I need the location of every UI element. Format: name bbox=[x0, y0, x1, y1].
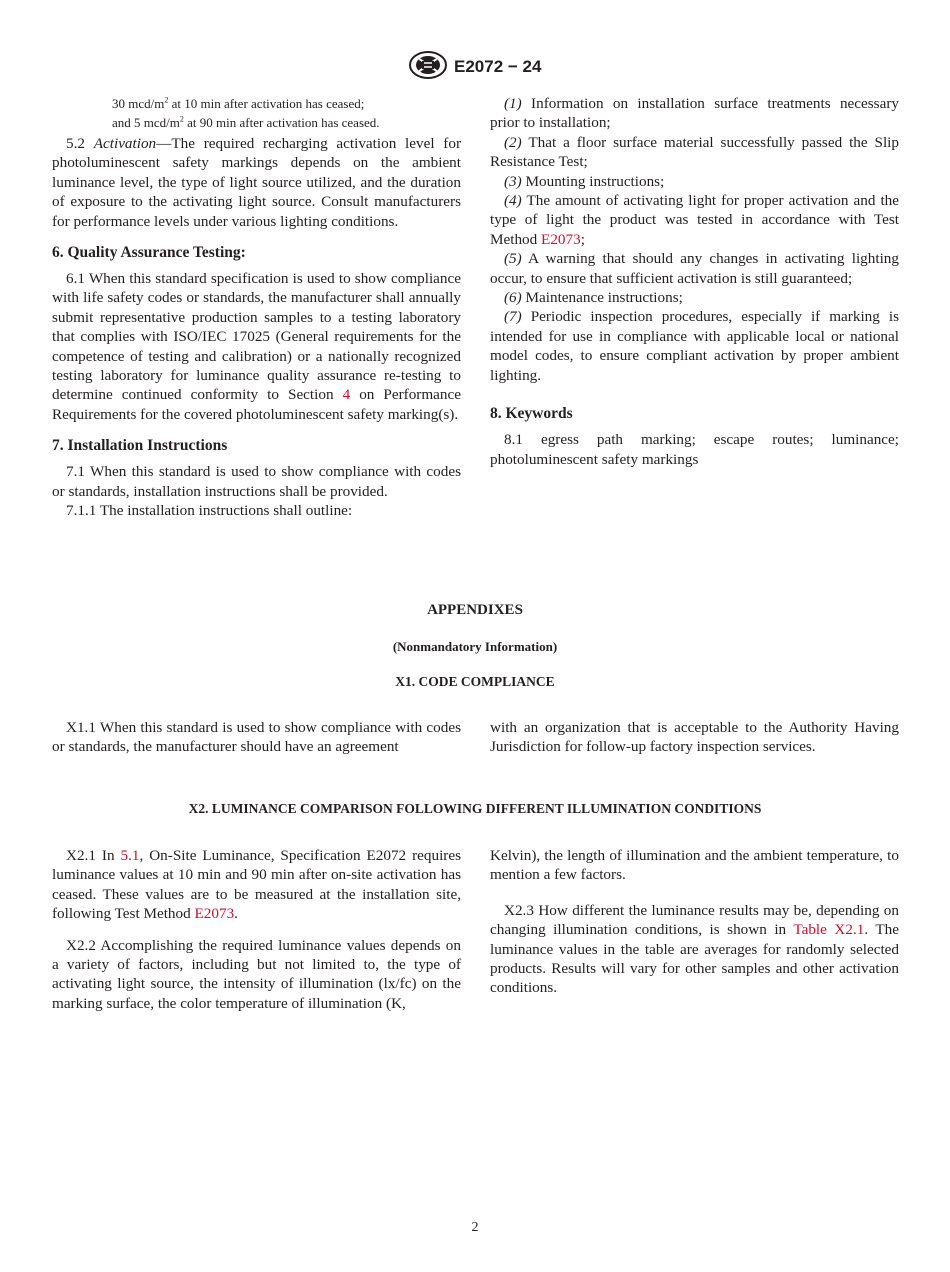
section-7-1: 7.1 When this standard is used to show compliance with codes or standards, installation instructions shall be provided. bbox=[52, 463, 461, 500]
right-column bbox=[490, 94, 899, 469]
x2-1: X2.1 In 5.1, On-Site Luminance, Specification E2072 requires luminance values at 10 min and 90 min after on-site activation has ceased. These values are to be measured at the installation site, following Test Method E2073. bbox=[52, 847, 461, 923]
section-5-1-link[interactable]: 5.1 bbox=[120, 847, 140, 864]
section-6-1: 6.1 When this standard specification is used to show compliance with life safety codes or standards, the manufacturer shall annually submit representative production samples to a testing laboratory that complies with ISO/IEC 17025 (General requirements for the competence of testing and calibration) or a nationally recognized testing laboratory for luminance quality assurance re-testing to determine continued conformity to Section 4 on Performance Requirements for the covered photoluminescent safety marking(s). bbox=[52, 270, 461, 423]
x2-right-column bbox=[490, 846, 899, 998]
list-item-7: (7) Periodic inspection procedures, especially if marking is intended for use in compliance with applicable local or national model codes, to ensure compliant activation by proper ambient lighting. bbox=[490, 308, 899, 384]
list-item-3: (3) Mounting instructions; bbox=[504, 172, 665, 190]
heading-8: 8. Keywords bbox=[490, 405, 573, 423]
x2-heading: X2. LUMINANCE COMPARISON FOLLOWING DIFFERENT ILLUMINATION CONDITIONS bbox=[188, 801, 762, 816]
e2073-link[interactable]: E2073 bbox=[541, 230, 581, 248]
heading-6: 6. Quality Assurance Testing: bbox=[52, 244, 246, 262]
requirement-10min: 30 mcd/$m^2$ at 10 min after activation has ceased; bbox=[112, 95, 365, 111]
list-item-1: (1) Information on installation surface treatments necessary prior to installation; bbox=[490, 95, 899, 132]
e2073-link-2[interactable]: E2073 bbox=[194, 905, 235, 923]
list-item-6: (6) Maintenance instructions; bbox=[504, 289, 683, 307]
astm-logo-icon bbox=[408, 50, 448, 80]
list-item-4: (4) The amount of activating light for proper activation and the type of light the product was tested in accordance with Test Method E2073; bbox=[490, 192, 899, 248]
document-id: E2072 − 24 bbox=[454, 57, 542, 76]
list-item-2: (2) That a floor surface material successfully passed the Slip Resistance Test; bbox=[490, 133, 899, 171]
x2-2-cont: Kelvin), the length of illumination and the ambient temperature, to mention a few factors. bbox=[490, 847, 899, 884]
x2-left-column bbox=[52, 846, 461, 1013]
section-5-2: 5.2 Activation—The required recharging activation level for photoluminescent safety markings depends on the ambient luminance level, the type of light source utilized, and the duration of exposure to the activating light source. Consult manufacturers for performance levels under various lighting conditions. bbox=[52, 135, 462, 230]
x1-1-right bbox=[490, 718, 899, 757]
left-column bbox=[52, 94, 461, 521]
x1-1-text: X1.1 When this standard is used to show compliance with codes or standards, the manufacturer should have an agreement bbox=[52, 719, 461, 756]
list-item-5: (5) A warning that should any changes in activating lighting occur, to ensure that sufficient activation is still guaranteed; bbox=[490, 250, 899, 287]
x1-1-left bbox=[52, 718, 461, 757]
appendix-title: APPENDIXES bbox=[427, 602, 523, 618]
requirement-90min: and 5 mcd/$m^2$ at 90 min after activation has ceased. bbox=[112, 114, 380, 130]
x2-3: X2.3 How different the luminance results may be, depending on changing illumination conditions, is shown in Table X2.1. The luminance values in the table are averages for randomly selected products. Results will vary for other samples and other activation conditions. bbox=[490, 901, 900, 997]
x1-1-text-cont: with an organization that is acceptable to the Authority Having Jurisdiction for follow-up factory inspection services. bbox=[490, 719, 899, 756]
appendix-subtitle: (Nonmandatory Information) bbox=[392, 639, 558, 654]
x2-2: X2.2 Accomplishing the required luminance values depends on a variety of factors, including but not limited to, the type of activating light source, the intensity of illumination (lx/fc) on the marking surface, the color temperature of illumination (K, bbox=[52, 936, 461, 1012]
table-x2-1-link[interactable]: Table X2.1 bbox=[793, 921, 865, 939]
section-4-link[interactable]: 4 bbox=[342, 386, 351, 404]
heading-7: 7. Installation Instructions bbox=[52, 437, 228, 455]
x1-heading: X1. CODE COMPLIANCE bbox=[395, 674, 555, 689]
section-8-1: 8.1 egress path marking; escape routes; luminance; photoluminescent safety markings bbox=[490, 431, 899, 468]
page-number: 2 bbox=[471, 1220, 479, 1235]
section-7-1-1: 7.1.1 The installation instructions shall outline: bbox=[66, 502, 353, 520]
